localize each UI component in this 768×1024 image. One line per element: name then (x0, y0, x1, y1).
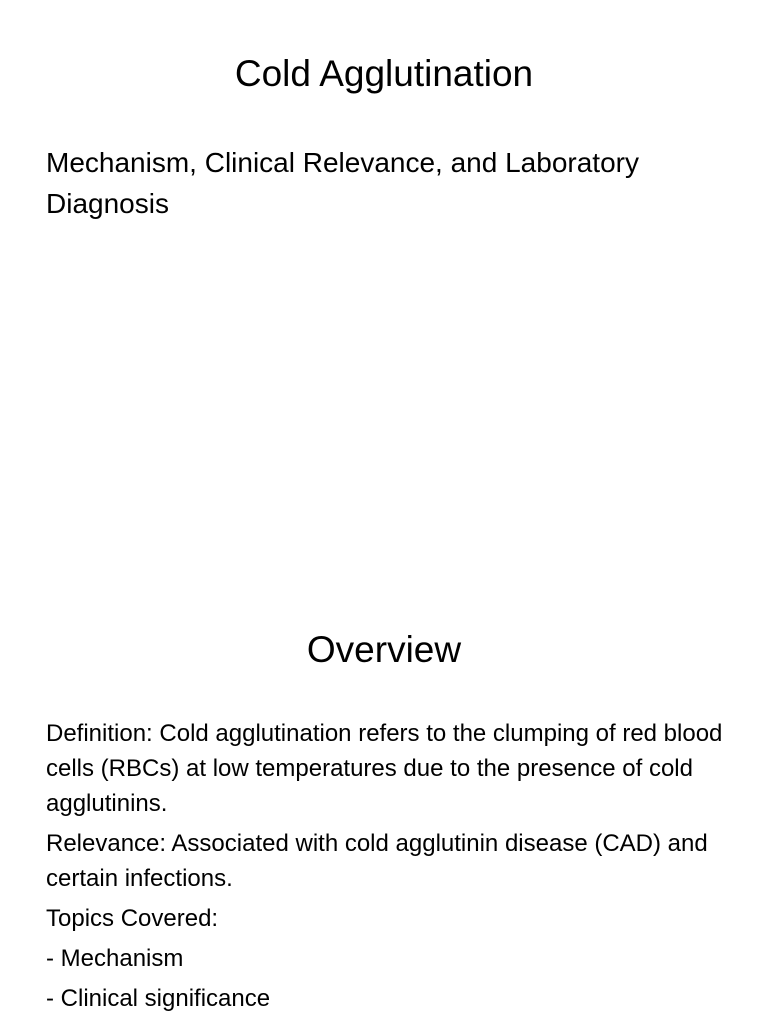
slide-title-heading: Cold Agglutination (234, 53, 534, 94)
overview-item-mechanism: - Mechanism (46, 945, 184, 972)
overview-item-clinical: - Clinical significance (46, 985, 271, 1012)
overview-item-topics: Topics Covered: (46, 905, 219, 932)
overview-item-definition: Definition: Cold agglutination refers to the clumping of red blood cells (RBCs) at low temperatures due to the presence of cold agglutinins. (46, 720, 723, 817)
slide-subtitle: Mechanism, Clinical Relevance, and Laboratory Diagnosis (46, 147, 639, 219)
overview-item-relevance: Relevance: Associated with cold agglutinin disease (CAD) and certain infections. (46, 830, 708, 892)
overview-list (46, 716, 726, 1021)
overview-heading: Overview (306, 629, 462, 670)
slide-overview (0, 576, 768, 1024)
